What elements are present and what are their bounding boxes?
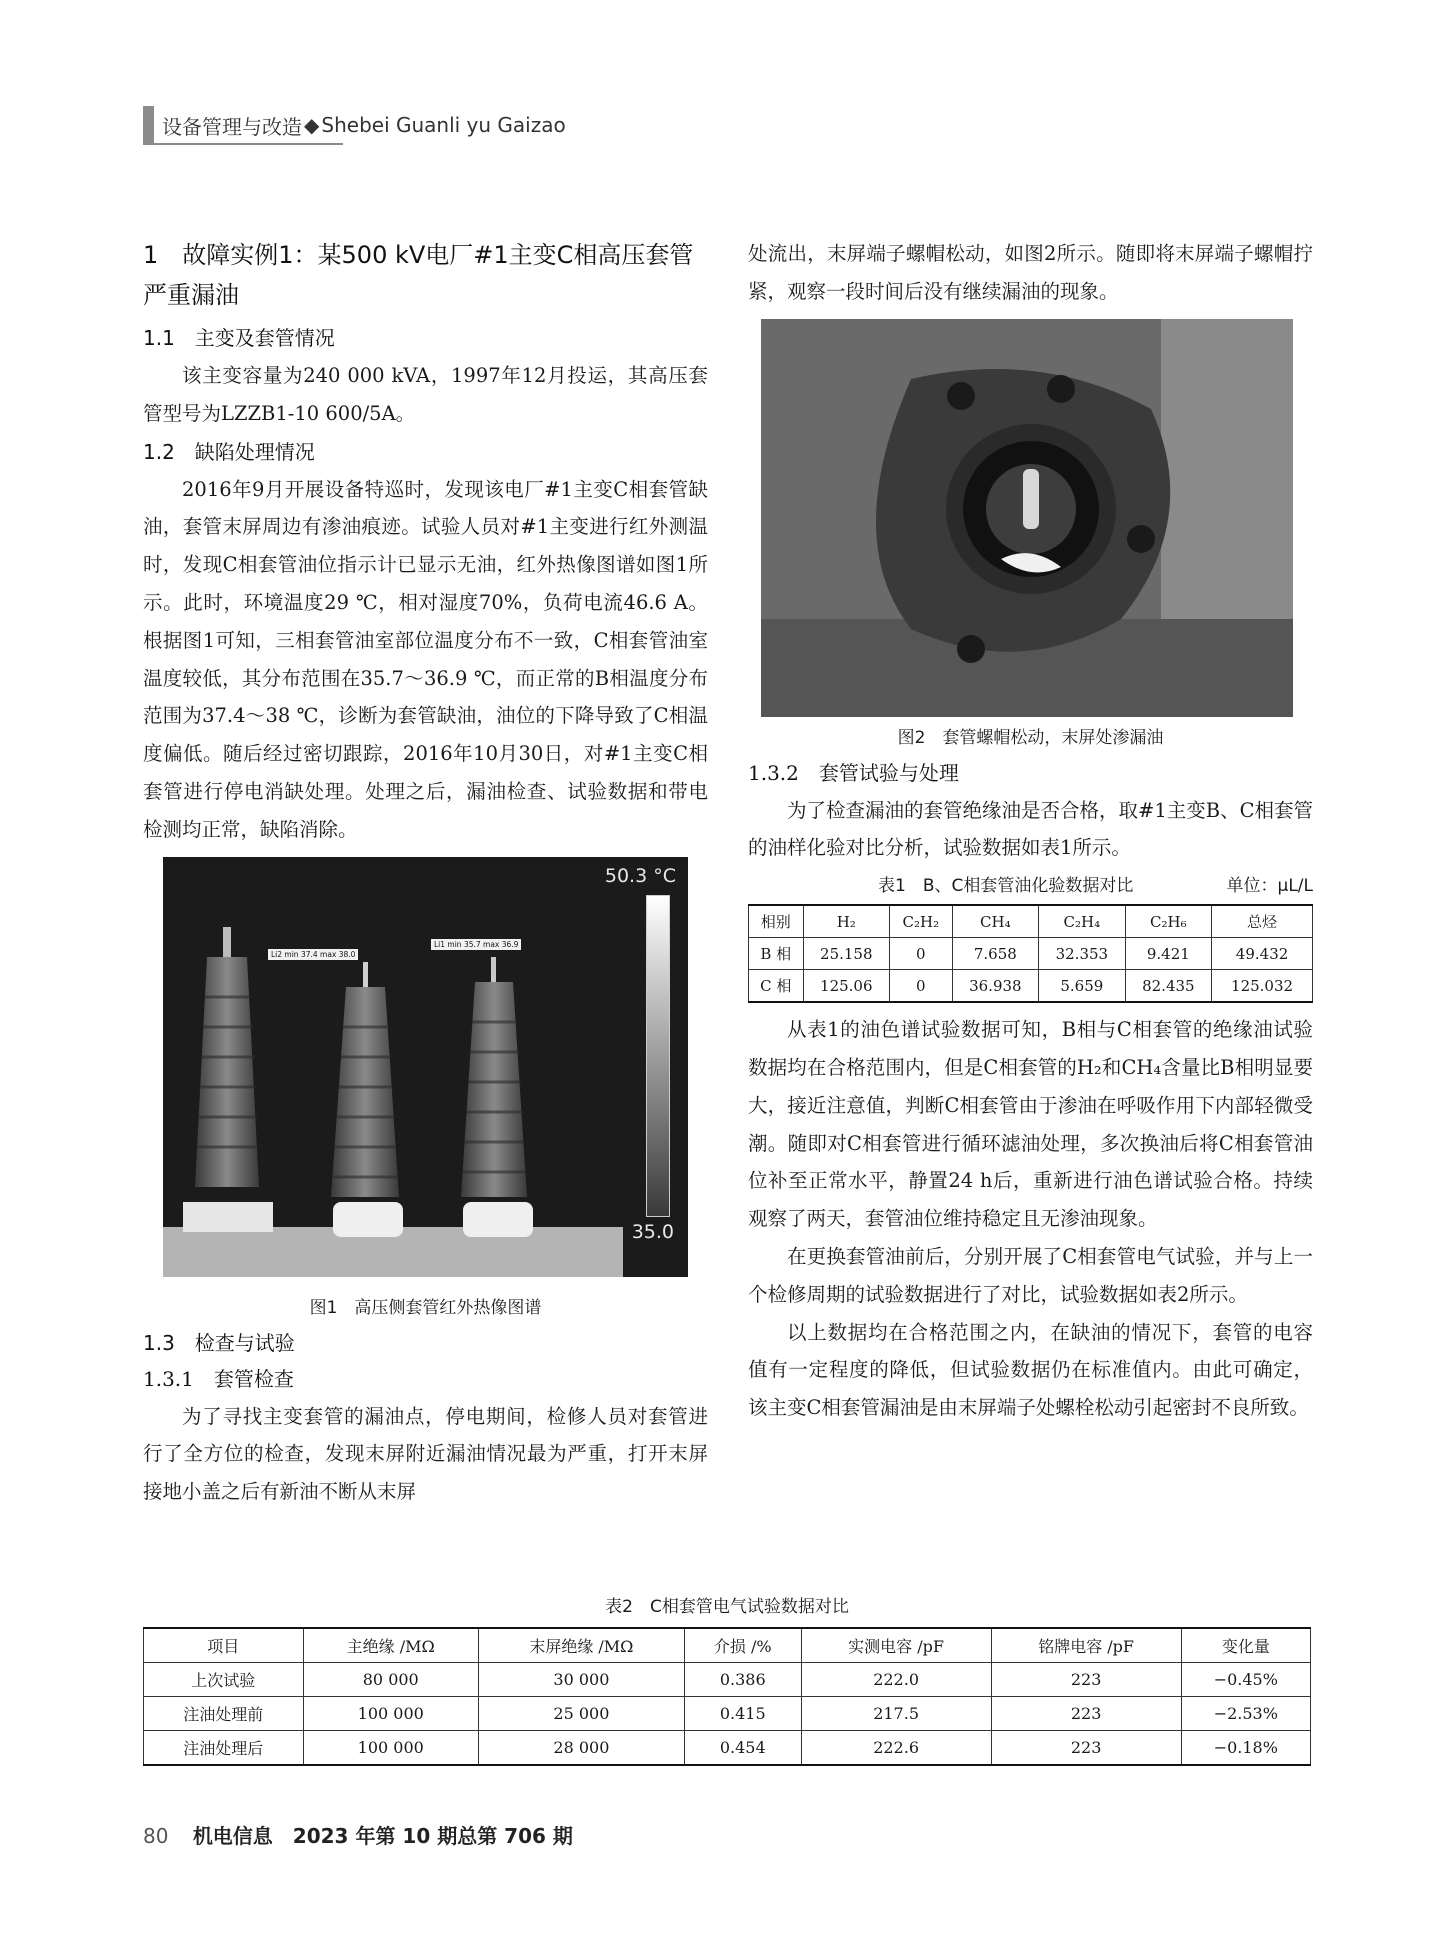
left-column	[143, 235, 708, 1511]
table-2-header: 项目	[144, 1628, 304, 1663]
table-cell: 49.432	[1212, 938, 1313, 970]
table-cell: 125.032	[1212, 970, 1313, 1003]
measure-label-c: Li1 min 35.7 max 36.9	[431, 939, 521, 950]
photo-scene	[761, 319, 1293, 717]
figure-2-caption: 图2 套管螺帽松动，末屏处渗漏油	[897, 727, 1164, 748]
table-cell: 0	[890, 938, 953, 970]
table-cell: −0.18%	[1181, 1731, 1310, 1766]
table-cell: 注油处理后	[144, 1731, 304, 1766]
section-1-title: 1 故障实例1：某500 kV电厂#1主变C相高压套管严重漏油	[143, 241, 694, 309]
running-header	[143, 106, 566, 144]
header-rule	[143, 143, 343, 145]
table-2-header: 实测电容 /pF	[801, 1628, 991, 1663]
table-2-header: 铭牌电容 /pF	[991, 1628, 1181, 1663]
bushing-b	[331, 962, 399, 1197]
table-1-header: C₂H₄	[1039, 905, 1126, 938]
table-cell: 0.454	[684, 1731, 801, 1766]
table-cell: 223	[991, 1663, 1181, 1697]
section-1-3-title: 1.3 检查与试验	[143, 1330, 295, 1355]
table-2-header: 介损 /%	[684, 1628, 801, 1663]
header-diamond: ◆	[304, 113, 320, 137]
figure-1-caption: 图1 高压侧套管红外热像图谱	[309, 1297, 542, 1318]
table-1-header-row	[749, 905, 1313, 938]
table-2-caption: 表2 C相套管电气试验数据对比	[605, 1597, 849, 1617]
table-cell: 0.415	[684, 1697, 801, 1731]
table-1-header: 总烃	[1212, 905, 1313, 938]
bushing-photo	[761, 319, 1293, 717]
continued-paragraph: 处流出，末屏端子螺帽松动，如图2所示。随即将末屏端子螺帽拧紧，观察一段时间后没有继续漏油的现象。	[748, 242, 1313, 303]
table-cell: 5.659	[1039, 970, 1126, 1003]
table-cell: −0.45%	[1181, 1663, 1310, 1697]
table-cell: −2.53%	[1181, 1697, 1310, 1731]
table-row	[144, 1731, 1311, 1766]
table-1-caption: 表1 B、C相套管油化验数据对比	[878, 876, 1134, 897]
header-section-en: Shebei Guanli yu Gaizao	[321, 113, 566, 137]
section-1-2-title: 1.2 缺陷处理情况	[143, 439, 315, 464]
table-cell: 注油处理前	[144, 1697, 304, 1731]
table-row	[749, 938, 1313, 970]
section-1-1-paragraph: 该主变容量为240 000 kVA，1997年12月投运，其高压套管型号为LZZB1-10 600/5A。	[143, 364, 708, 425]
page-number: 80	[143, 1824, 169, 1848]
table-1-unit: 单位：μL/L	[1226, 876, 1313, 897]
figure-2	[748, 319, 1313, 748]
table-cell: 222.6	[801, 1731, 991, 1766]
header-section-cn: 设备管理与改造	[162, 114, 302, 139]
section-1-3-2-title: 1.3.2 套管试验与处理	[748, 760, 959, 785]
table-cell: 80 000	[303, 1663, 478, 1697]
section-1-3-2-paragraph: 为了检查漏油的套管绝缘油是否合格，取#1主变B、C相套管的油样化验对比分析，试验数据如表1所示。	[748, 798, 1313, 860]
analysis-paragraph: 从表1的油色谱试验数据可知，B相与C相套管的绝缘油试验数据均在合格范围内，但是C相套管的H₂和CH₄含量比B相明显要大，接近注意值，判断C相套管由于渗油在呼吸作用下内部轻微受潮。随即对C相套管进行循环滤油处理，多次换油后将C相套管油位补至正常水平，静置24 h后，重新进行油色谱试验合格。持续观察了两天，套管油位维持稳定且无渗油现象。	[748, 1018, 1313, 1231]
table-cell: C 相	[749, 970, 804, 1003]
table-1-header: C₂H₂	[890, 905, 953, 938]
table-cell: 223	[991, 1731, 1181, 1766]
table-cell: 100 000	[303, 1697, 478, 1731]
table-cell: 0.386	[684, 1663, 801, 1697]
table-1-header: 相别	[749, 905, 804, 938]
conclusion-paragraph: 以上数据均在合格范围之内，在缺油的情况下，套管的电容值有一定程度的降低，但试验数据仍在标准值内。由此可确定，该主变C相套管漏油是由末屏端子处螺栓松动引起密封不良所致。	[748, 1320, 1313, 1420]
temperature-scale-bar	[646, 895, 670, 1217]
table-1-header: C₂H₆	[1125, 905, 1212, 938]
table-cell: 223	[991, 1697, 1181, 1731]
table-2-header: 主绝缘 /MΩ	[303, 1628, 478, 1663]
table-cell: 100 000	[303, 1731, 478, 1766]
table-cell: B 相	[749, 938, 804, 970]
right-column	[748, 235, 1313, 1427]
header-bar	[143, 106, 154, 144]
table-2	[143, 1627, 1311, 1766]
page-footer	[143, 1820, 573, 1849]
measure-label-b: Li2 min 37.4 max 38.0	[268, 949, 358, 960]
section-1-2-paragraph: 2016年9月开展设备特巡时，发现该电厂#1主变C相套管缺油，套管末屏周边有渗油痕迹。试验人员对#1主变进行红外测温时，发现C相套管油位指示计已显示无油，红外热像图谱如图1所示。此时，环境温度29 ℃，相对湿度70%，负荷电流46.6 A。根据图1可知，三相套管油室部位温度分布不一致，C相套管油室温度较低，其分布范围在35.7～36.9 ℃，而正常的B相温度分布范围为37.4～38 ℃，诊断为套管缺油，油位的下降导致了C相温度偏低。随后经过密切跟踪，2016年10月30日，对#1主变C相套管进行停电消缺处理。处理之后，漏油检查、试验数据和带电检测均正常，缺陷消除。	[143, 477, 708, 841]
table-cell: 上次试验	[144, 1663, 304, 1697]
section-1-3-1-paragraph: 为了寻找主变套管的漏油点，停电期间，检修人员对套管进行了全方位的检查，发现末屏附近漏油情况最为严重，打开末屏接地小盖之后有新油不断从末屏	[143, 1404, 708, 1504]
scale-min-temp: 35.0	[631, 1220, 674, 1243]
table-cell: 28 000	[478, 1731, 684, 1766]
table-cell: 32.353	[1039, 938, 1126, 970]
table-row	[144, 1697, 1311, 1731]
table-1-header: H₂	[803, 905, 890, 938]
table-cell: 0	[890, 970, 953, 1003]
bushing-a	[195, 927, 259, 1187]
table-2-header: 末屏绝缘 /MΩ	[478, 1628, 684, 1663]
table-cell: 217.5	[801, 1697, 991, 1731]
scale-max-temp: 50.3 °C	[604, 864, 676, 887]
table-cell: 30 000	[478, 1663, 684, 1697]
table-cell: 36.938	[952, 970, 1039, 1003]
table-cell: 9.421	[1125, 938, 1212, 970]
figure-1	[143, 857, 708, 1318]
thermal-scene	[163, 857, 688, 1277]
table-1	[748, 904, 1313, 1003]
table-2-block	[143, 1592, 1311, 1766]
section-1-1-title: 1.1 主变及套管情况	[143, 326, 335, 350]
section-1-3-1-title: 1.3.1 套管检查	[143, 1366, 294, 1391]
table-row	[144, 1663, 1311, 1697]
table-cell: 7.658	[952, 938, 1039, 970]
table-row	[749, 970, 1313, 1003]
table-cell: 222.0	[801, 1663, 991, 1697]
table-cell: 25.158	[803, 938, 890, 970]
table-cell: 82.435	[1125, 970, 1212, 1003]
table-2-header-row	[144, 1628, 1311, 1663]
thermal-image	[163, 857, 688, 1277]
journal-issue: 机电信息 2023 年第 10 期总第 706 期	[192, 1824, 573, 1848]
table-cell: 125.06	[803, 970, 890, 1003]
table-2-header: 变化量	[1181, 1628, 1310, 1663]
electrical-test-paragraph: 在更换套管油前后，分别开展了C相套管电气试验，并与上一个检修周期的试验数据进行了对比，试验数据如表2所示。	[748, 1244, 1313, 1306]
table-cell: 25 000	[478, 1697, 684, 1731]
bushing-c	[461, 957, 527, 1197]
table-1-header: CH₄	[952, 905, 1039, 938]
table-1-caption-row	[748, 871, 1313, 896]
